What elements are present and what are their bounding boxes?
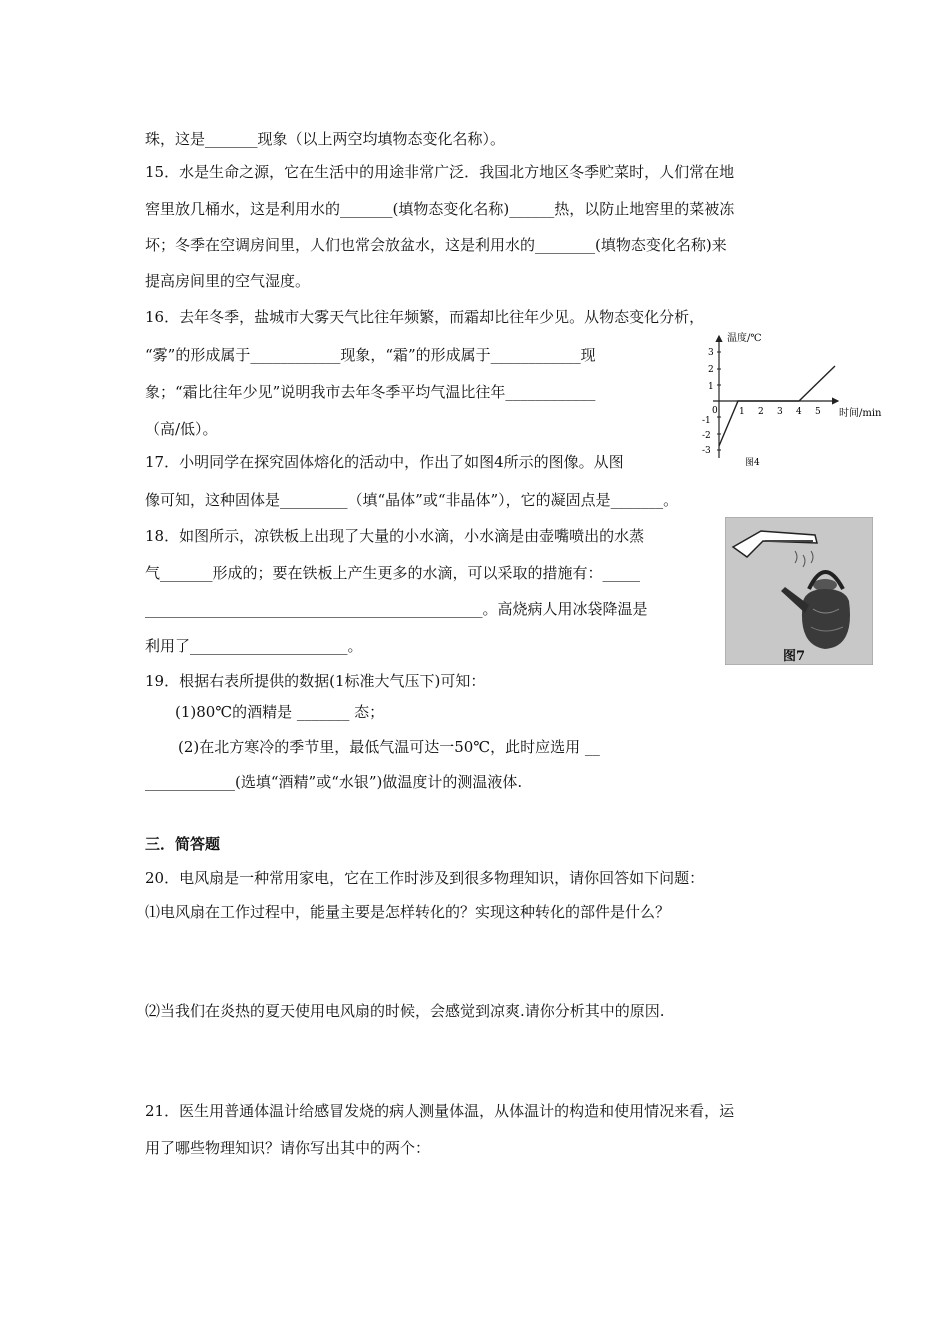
text-line: (2)在北方寒冷的季节里，最低气温可达一50℃，此时应选用 __ [178, 738, 600, 756]
melting-curve [719, 366, 835, 446]
text-line: _____________________________________________。高烧病人用冰袋降温是 [145, 600, 648, 618]
x-tick-label: 2 [758, 407, 764, 417]
question-17: 17．小明同学在探究固体熔化的活动中，作出了如图4所示的图像。从图 [145, 453, 624, 471]
text-line: (1)80℃的酒精是 _______ 态； [175, 703, 385, 721]
text-line: （高/低）。 [145, 420, 218, 438]
x-tick-label: 4 [796, 407, 802, 417]
text-line: 气_______形成的；要在铁板上产生更多的水滴，可以采取的措施有：_____ [145, 564, 641, 582]
y-tick-label: -3 [702, 446, 711, 456]
text-line: ⑵当我们在炎热的夏天使用电风扇的时候，会感觉到凉爽.请你分析其中的原因. [145, 1002, 665, 1020]
text-line: 珠，这是_______现象（以上两空均填物态变化名称）。 [145, 130, 506, 148]
question-21: 21．医生用普通体温计给感冒发烧的病人测量体温，从体温计的构造和使用情况来看，运 [145, 1102, 735, 1120]
y-tick-label: -1 [702, 416, 711, 426]
y-tick-label: 0 [712, 406, 718, 416]
x-tick-label: 1 [739, 407, 745, 417]
text-line: “雾”的形成属于____________现象，“霜”的形成属于____________现 [145, 346, 596, 364]
figure-4-graph [695, 328, 900, 468]
question-16: 16．去年冬季，盐城市大雾天气比往年频繁，而霜却比往年少见。从物态变化分析， [145, 308, 705, 326]
text-line: 提高房间里的空气湿度。 [145, 272, 311, 290]
question-20: 20．电风扇是一种常用家电，它在工作时涉及到很多物理知识，请你回答如下问题： [145, 869, 705, 887]
y-tick-label: 1 [708, 382, 714, 392]
text-line: ____________(选填“酒精”或“水银”)做温度计的测温液体. [145, 773, 523, 791]
text-line: 窖里放几桶水，这是利用水的_______(填物态变化名称)______热，以防止地窖里的菜被冻 [145, 200, 735, 218]
kettle-body [802, 589, 850, 649]
figure-caption: 图4 [745, 458, 760, 468]
x-tick-label: 5 [815, 407, 821, 417]
section-heading: 三．简答题 [145, 835, 221, 853]
question-19: 19．根据右表所提供的数据(1标准大气压下)可知： [145, 672, 486, 690]
y-tick-label: 2 [708, 365, 714, 375]
text-line: 利用了_____________________。 [145, 637, 363, 655]
question-15: 15．水是生命之源，它在生活中的用途非常广泛．我国北方地区冬季贮菜时，人们常在地 [145, 163, 735, 181]
question-18: 18．如图所示，凉铁板上出现了大量的小水滴，小水滴是由壶嘴喷出的水蒸 [145, 527, 645, 545]
x-axis-label: 时间/min [839, 408, 882, 419]
y-tick-label: 3 [708, 348, 714, 358]
text-line: ⑴电风扇在工作过程中，能量主要是怎样转化的？实现这种转化的部件是什么？ [145, 903, 671, 921]
y-axis-label: 温度/℃ [727, 333, 762, 344]
text-line: 象；“霜比往年少见”说明我市去年冬季平均气温比往年____________ [145, 383, 596, 401]
y-tick-label: -2 [702, 431, 711, 441]
text-line: 用了哪些物理知识？请你写出其中的两个： [145, 1139, 431, 1157]
figure-caption: 图7 [783, 649, 806, 664]
x-tick-label: 3 [777, 407, 783, 417]
text-line: 坏；冬季在空调房间里，人们也常会放盆水，这是利用水的________(填物态变化名称)来 [145, 236, 727, 254]
text-line: 像可知，这种固体是_________（填“晶体”或“非晶体”），它的凝固点是_______。 [145, 491, 679, 509]
figure-7-kettle-photo [725, 517, 873, 665]
